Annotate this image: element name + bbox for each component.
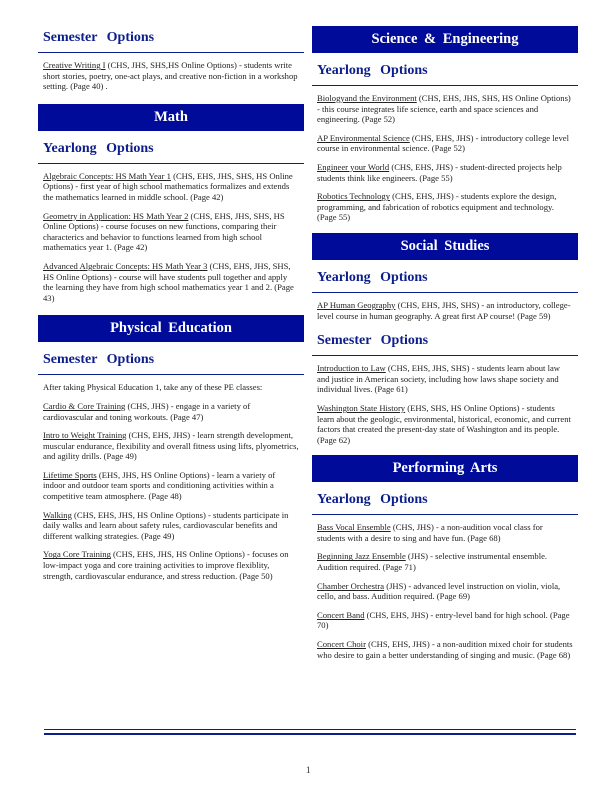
- course-description: (CHS, EHS, JHS) - a non-audition mixed choir for students who desire to gain a better understanding of singing and music. (Page 68): [317, 639, 573, 660]
- course-title: Concert Choir: [317, 639, 366, 650]
- course-title: Robotics Technology: [317, 191, 390, 202]
- course-title: Yoga Core Training: [43, 549, 111, 560]
- course-description: (CHS, EHS, JHS) - introductory college level course in environmental science. (Page 52): [317, 132, 569, 154]
- course-entry: [38, 510, 304, 542]
- course-entry: [38, 211, 304, 253]
- section-subheading: Semester Options: [312, 329, 578, 356]
- course-entry: [312, 93, 578, 125]
- course-title: Chamber Orchestra: [317, 580, 385, 591]
- course-title: Cardio & Core Training: [43, 400, 126, 411]
- course-entry: [312, 191, 578, 223]
- course-entry: [312, 522, 578, 543]
- course-entry: [38, 60, 304, 92]
- course-entry: [38, 470, 304, 502]
- section-heading-science-engineering: Science & Engineering: [312, 26, 578, 53]
- course-title: Beginning Jazz Ensemble: [317, 551, 406, 562]
- section-subheading: Semester Options: [38, 26, 304, 53]
- course-title: Advanced Algebraic Concepts: HS Math Year 3: [43, 260, 208, 271]
- footer-rule: [44, 733, 576, 735]
- course-description: (CHS, EHS, JHS, SHS) - students learn about law and justice in American society, including how laws shape society and individual lives. (Page 61): [317, 363, 560, 395]
- course-entry: [312, 363, 578, 395]
- course-description: (CHS, EHS, JHS, HS Online Options) - focuses on low-impact yoga and core training activities to improve flexiblity, strength, cardiovascular endurance, and stress reduction. (Page 50): [43, 549, 289, 581]
- course-description: (CHS, EHS, JHS, HS Online Options) - students participate in daily walks and learn about safety rules, cardiovascular benefits and different walking strategies. (Page 49): [43, 509, 289, 541]
- course-entry: [38, 401, 304, 422]
- course-entry: [312, 300, 578, 321]
- left-column: [38, 26, 304, 589]
- course-description: (CHS, EHS, JHS, SHS, HS Online Options) - course focuses on new functions, comparing their characterics and behavior to functions learned from high school mathematics year 1. (Page 42): [43, 210, 285, 253]
- course-entry: [312, 639, 578, 660]
- section-subheading: Yearlong Options: [312, 266, 578, 293]
- course-title: Intro to Weight Training: [43, 430, 127, 441]
- section-subheading: Yearlong Options: [38, 137, 304, 164]
- course-title: Concert Band: [317, 609, 365, 620]
- course-entry: [312, 133, 578, 154]
- course-title: Lifetime Sports: [43, 469, 97, 480]
- section-heading-physical-education: Physical Education: [38, 315, 304, 342]
- section-heading-performing-arts: Performing Arts: [312, 455, 578, 482]
- course-title: Algebraic Concepts: HS Math Year 1: [43, 170, 171, 181]
- course-entry: [38, 549, 304, 581]
- course-description: (EHS, SHS, HS Online Options) - students learn about the geologic, environmental, historical, economic, and current factors that created the present-day state of Washington and its people. (Page 62): [317, 402, 571, 445]
- course-entry: [312, 581, 578, 602]
- course-title: AP Human Geography: [317, 299, 396, 310]
- course-description: (CHS, EHS, JHS, SHS, HS Online Options) - this course integrates life science, earth and space sciences and engineering. (Page 52): [317, 93, 571, 125]
- course-description: (CHS, EHS, JHS) - entry-level band for high school. (Page 70): [317, 609, 570, 631]
- course-description: (JHS) - selective instrumental ensemble. Audition required. (Page 71): [317, 551, 548, 573]
- page-number: 1: [306, 765, 311, 775]
- section-heading-math: Math: [38, 104, 304, 131]
- course-entry: [312, 551, 578, 572]
- course-entry: [38, 261, 304, 303]
- course-entry: [312, 162, 578, 183]
- footer-rule: [44, 729, 576, 730]
- course-description: (CHS, EHS, JHS) - learn strength development, muscular endurance, flexibility and overall fitness using lifts, plyometrics, and agility drills. (Page 49): [43, 430, 299, 462]
- course-title: Biologyand the Environment: [317, 93, 417, 103]
- section-heading-social-studies: Social Studies: [312, 233, 578, 260]
- section-subheading: Semester Options: [38, 348, 304, 375]
- course-title: Bass Vocal Ensemble: [317, 522, 391, 533]
- section-subheading: Yearlong Options: [312, 488, 578, 515]
- course-description: (CHS, EHS, JHS, SHS, HS Online Options) - first year of high school mathematics formalizes and extends the mathematics learned in middle school. (Page 42): [43, 170, 293, 202]
- course-entry: [38, 171, 304, 203]
- course-title: Walking: [43, 509, 72, 520]
- course-description: (CHS, EHS, JHS, SHS) - an introductory, college-level course in human geography. A great first AP course! (Page 59): [317, 299, 571, 321]
- section-intro: After taking Physical Education 1, take any of these PE classes:: [43, 382, 263, 393]
- course-description: (CHS, EHS, JHS, SHS, HS Online Options) - course will have students pull together and apply the learning they have from high school mathematics year 1 and 2. (Page 43): [43, 260, 294, 303]
- course-description: (CHS, EHS, JHS) - student-directed projects help students think like engineers. (Page 55): [317, 161, 562, 183]
- course-description: (CHS, EHS, JHS) - students explore the design, programming, and fabrication of robotics equipment and technology. (Page 55): [317, 191, 557, 223]
- course-title: Introduction to Law: [317, 363, 386, 374]
- right-column: [312, 26, 578, 668]
- course-description: (CHS, JHS) - engage in a variety of cardiovascular and toning workouts. (Page 47): [43, 400, 251, 422]
- section-subheading: Yearlong Options: [312, 59, 578, 86]
- course-title: Geometry in Application: HS Math Year 2: [43, 210, 189, 221]
- course-description: (CHS, JHS, SHS,HS Online Options) - students write short stories, poetry, one-act plays, and creative non-fiction in a workshop setting. (Page 40) .: [43, 60, 298, 92]
- course-entry: [38, 430, 304, 462]
- course-title: AP Environmental Science: [317, 132, 410, 143]
- course-entry: [312, 403, 578, 445]
- course-description: (EHS, JHS, HS Online Options) - learn a variety of indoor and outdoor team sports and conditioning activities within a competitive team atmosphere. (Page 48): [43, 469, 276, 502]
- course-entry: [312, 610, 578, 631]
- course-description: (JHS) - advanced level instruction on violin, viola, cello, and bass. Audition required. (Page 69): [317, 580, 561, 602]
- course-title: Engineer your World: [317, 161, 390, 172]
- course-title: Creative Writing I: [43, 60, 106, 70]
- course-description: (CHS, JHS) - a non-audition vocal class for students with a desire to sing and have fun. (Page 68): [317, 522, 543, 543]
- course-title: Washington State History: [317, 402, 406, 413]
